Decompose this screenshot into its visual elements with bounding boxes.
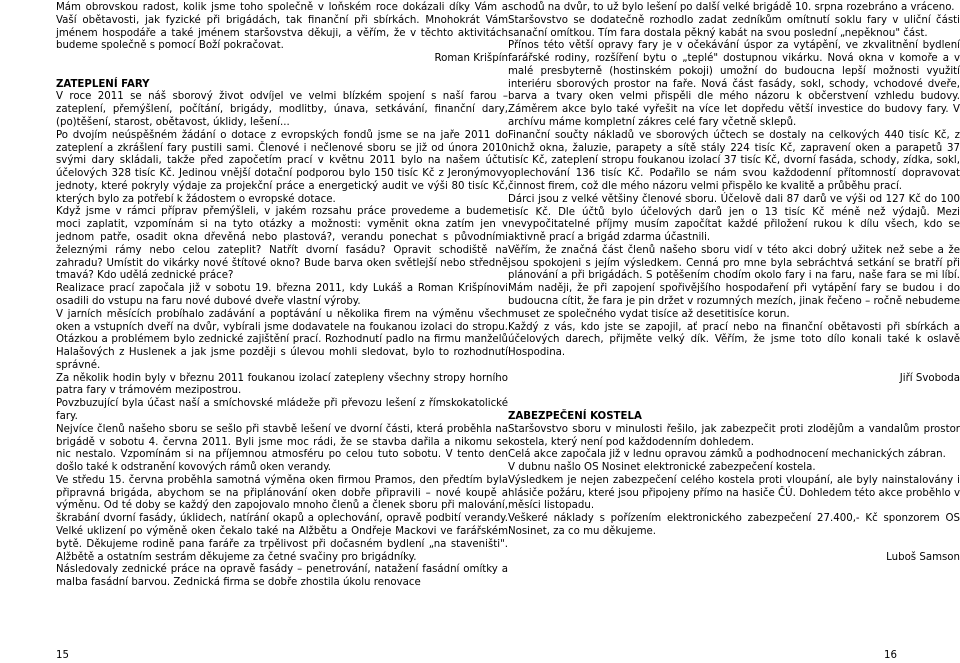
section-heading: ZABEZPEČENÍ KOSTELA (508, 410, 642, 422)
spacer (56, 66, 508, 79)
paragraph: Když jsme v rámci příprav přemýšleli, v jakém rozsahu práce provedeme a budeme moci zaplatit, vzpomínám si na tyto otázky a možnosti: vyměnit okna zatím jen v jednom patře, osadit okna dřevěná nebo plastová?, verandu ponechat s původními železnými rámy nebo celou zateplit? Natřít dvorní fasádu? Opravit schodiště na zahradu? Umístit do vikárky nové štítové okno? Bude barva oken světlejší nebo středně tmavá? Kdo udělá zednické práce? (56, 206, 508, 282)
paragraph: Staršovstvo se dodatečně rozhodlo zadat zedníkům omítnutí soklu fary v uliční části sanační omítkou. Tím fara dostala pěkný kabát na svou poslední „nepěknou" část. (508, 14, 960, 39)
author-signature: Jiří Svoboda (899, 372, 960, 384)
paragraph: Nejvíce členů našeho sboru se sešlo při stavbě lešení ve dvorní části, která proběhla na brigádě v sobotu 4. června 2011. Byli jsme moc rádi, že se stavba dařila a nikomu se nic nestalo. Vzpomínám si na příjemnou atmosféru po celou tuto sobotu. V tento den došlo také k odstranění kovových rámů oken verandy. (56, 423, 508, 474)
spacer (508, 385, 960, 398)
intro-paragraph: Mám obrovskou radost, kolik jsme toho společně v loňském roce dokázali díky Vám a Vaší obětavosti, jak fyzické při brigádách, tak finanční při sbírkách. Mnohokrát Vám jménem hospodáře a také jménem staršovstva děkuji, a věřím, že v těchto aktivitách budeme společně s pomocí Boží pokračovat. (56, 2, 508, 52)
paragraph: Finanční součty nákladů ve sborových účtech se dostaly na celkových 440 tisíc Kč, z nichž okna, žaluzie, parapety a sítě stály 224 tisíc Kč, zapravení oken a parapetů 37 tisíc Kč, zateplení stropu foukanou izolací 37 tisíc Kč, dvorní fasáda, schody, zídka, sokl, oplechování 136 tisíc Kč. Podařilo se nám svou každodenní přítomností dopravovat činnost firem, což dle mého názoru velmi přispělo ke kvalitě a průběhu prací. (508, 129, 960, 192)
section-heading: ZATEPLENÍ FARY (56, 78, 150, 90)
page-number-right: 16 (884, 650, 897, 661)
paragraph: Dárci jsou z velké většiny členové sboru. Účelově dali 87 darů ve výši od 127 Kč do 100 tisíc Kč. Dle účtů bylo účelových darů jen o 13 tisíc Kč méně než výdajů. Mezi nevypočitatelné příjmy musím započítat každé přiložení rukou k dílu všech, kdo se aktivně prací a brigád zdarma účastnili. (508, 193, 960, 244)
paragraph: Výsledkem je nejen zabezpečení celého kostela proti vloupání, ale byly nainstalovány i hlásiče požáru, které jsou připojeny přímo na hasiče ČÚ. Dohledem této akce proběhlo v měsíci listopadu. (508, 474, 960, 512)
paragraph: Následovaly zednické práce na opravě fasády – penetrování, natažení fasádní omítky a malba fasádní barvou. Zednická firma se dobře zhostila úkolu renovace (56, 564, 508, 589)
paragraph: Realizace prací započala již v sobotu 19. března 2011, kdy Lukáš a Roman Krišpínovi osadili do vstupu na faru nové dubové dveře vlastní výroby. (56, 283, 508, 307)
paragraph: Po dvojím neúspěšném žádání o dotace z evropských fondů jsme se na jaře 2011 do zateplení a zkrášlení fary pustili sami. Členové i nečlenové sboru se již od února 2010 svými dary skládali, takže před započetím prací v květnu 2011 bylo na našem účtu účelových 328 tisíc Kč. Jedinou vnější dotační podporou bylo 150 tisíc Kč z Jeronýmovy jednoty, které pokryly výdaje za projekční práce a energetický audit ve výši 80 tisíc Kč, kterých bylo za potřebí k žádostem o evropské dotace. (56, 129, 508, 205)
left-column (56, 2, 508, 590)
paragraph: V roce 2011 se náš sborový život odvíjel ve velmi blízkém spojení s naší farou – zateplení, přemýšlení, počítání, brigády, modlitby, únava, setkávání, finanční dary, (po)těšení, starost, obětavost, úklidy, lešení... (56, 91, 508, 129)
paragraph: Povzbuzující byla účast naší a smíchovské mládeže při převozu lešení z římskokatolické fary. (56, 398, 508, 422)
paragraph: Staršovstvo sboru v minulosti řešilo, jak zabezpečit proti zlodějům a vandalům prostor kostela, který není pod každodenním dohledem. (508, 423, 960, 448)
paragraph: V dubnu našlo OS Nosinet elektronické zabezpečení kostela. (508, 462, 816, 474)
author-signature: Roman Krišpín (434, 53, 508, 65)
right-column (508, 2, 960, 564)
paragraph: Veškeré náklady s pořízením elektronického zabezpečení 27.400,- Kč sponzorem OS Nosinet, za co mu děkujeme. (508, 513, 960, 537)
paragraph: schodů na dvůr, to už bylo lešení po další velké brigádě 10. srpna rozebráno a vráceno. (508, 2, 955, 13)
spacer (508, 360, 960, 373)
paragraph: Přínos této větší opravy fary je v očekávání úspor za vytápění, ve zkvalitnění bydlení farářské rodiny, rozšíření bytu o „teplé" dostupnou vikárku. Nová okna v komoře a v malé presbyterně (hostinském pokoji) umožní do budoucna lepší možnosti využití interiéru sborových prostor na faře. Nová část fasády, sokl, schody, vchodové dveře, barva a tvary oken velmi přispěli dle mého názoru k občerstvení vzhledu budovy. Záměrem akce bylo také vyřešit na více let dopředu větší investice do budovy fary. V archívu máme kompletní zákres celé fary včetně sklepů. (508, 40, 960, 129)
paragraph: Věřím, že značná část členů našeho sboru vidí v této akci dobrý užitek než sebe a že jsou spokojeni s jejím výsledkem. Cenná pro mne byla sebráchtvá setkání se bratří při plánování a při brigádách. S potěšením chodím okolo fary i na faru, naše fara se mi líbí. Mám naději, že při zapojení spořivějšího hospodaření při vytápění fary se budou i do budoucna cítit, že fara je pin držet v rozumných mezích, jinak řečeno – ročně nebudeme muset ze společného vydat tisíce až desetitisíce korun. (508, 244, 960, 320)
paragraph: Každý z vás, kdo jste se zapojil, ať prací nebo na finanční obětavosti při sbírkách a účelových darech, přijměte velký dík. Věřím, že jsme toto dílo konali také k oslavě Hospodina. (508, 321, 960, 359)
paragraph: Za několik hodin byly v březnu 2011 foukanou izolací zatepleny všechny stropy horního patra fary v trámovém mezipostrou. (56, 372, 508, 397)
page-number-left: 15 (56, 650, 69, 661)
spacer (508, 539, 960, 552)
spacer (508, 398, 960, 411)
paragraph: V jarních měsících probíhalo zadávání a poptávání u několika firem na výměnu všech oken a vstupních dveří na dvůr, vybírali jsme dodavatele na foukanou izolaci do stropu. Otázkou a problémem bylo zednické zajištění prací. Rozhodnutí padlo na firmu manželů Halašových z Huslenek a jak jsme později s úlevou mohli sledovat, bylo to rozhodnutí správné. (56, 308, 508, 371)
author-signature: Luboš Samson (886, 551, 960, 563)
paragraph: Ve středu 15. června proběhla samotná výměna oken firmou Pramos, den předtím byla připravná brigáda, abychom se na připlánování oken dobře připravili – nové koupě a výměnu. Od té doby se každý den zapojovalo mnoho členů a členek sboru při malování, škrabání dvorní fasády, úklidech, natírání okapů a oplechování, opravě podbití verandy. Velké uklizení po výměně oken čekalo také na Alžbětu a Ondřeje Mackovi ve farářském bytě. Děkujeme rodině pana faráře za trpělivost při dočasném bydlení „na staveništi". Alžbětě a ostatním sestrám děkujeme za četné svačiny pro brigádníky. (56, 474, 508, 563)
paragraph: Celá akce započala již v lednu opravou zámků a podhodnocení mechanických zábran. (508, 449, 946, 461)
